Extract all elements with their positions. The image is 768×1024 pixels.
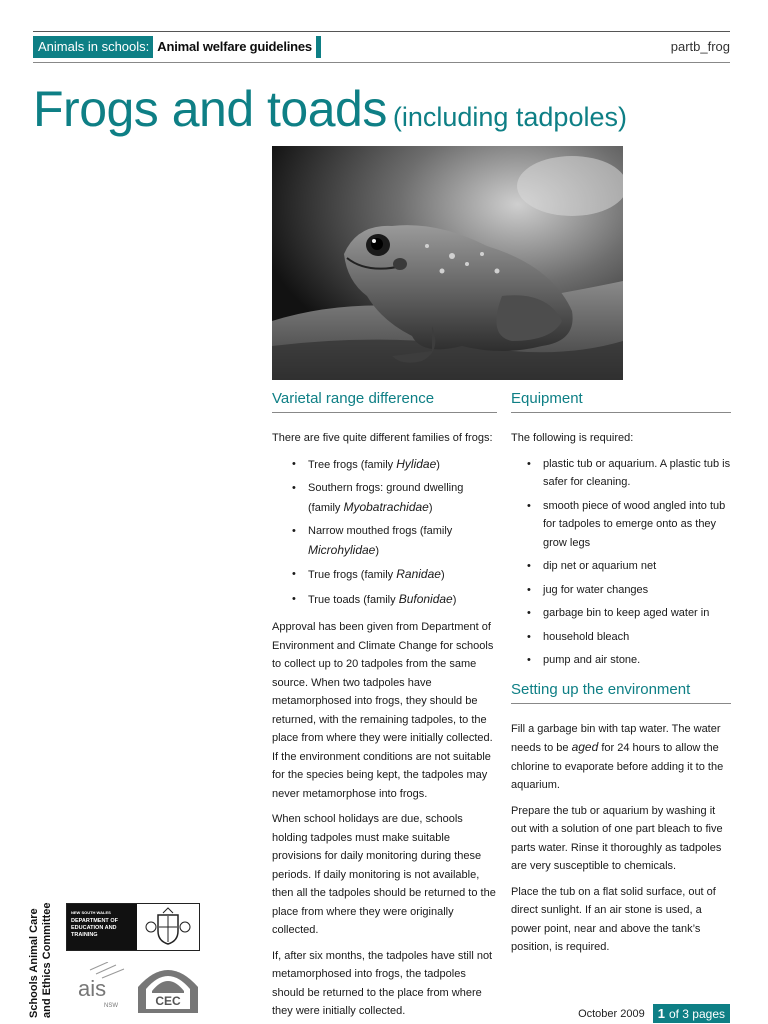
document-header	[33, 36, 730, 60]
paragraph-prepare-tub: Prepare the tub or aquarium by washing it out with a solution of one part bleach to five parts water. Rinse it thoroughly as tadpoles are very susceptible to chemicals.	[511, 804, 723, 872]
paragraph-holidays: When school holidays are due, schools holding tadpoles must make suitable provisions for daily monitoring during these periods. If daily monitoring is not available, then all the tadpoles should be returned to the place from where they were originally collected.	[272, 813, 496, 936]
list-item: • smooth piece of wood angled into tub for tadpoles to emerge onto as they grow legs	[527, 497, 731, 553]
svg-text:ais: ais	[78, 976, 107, 1001]
list-item: • pump and air stone.	[527, 651, 731, 670]
publication-date: October 2009	[578, 1007, 645, 1020]
list-item: • plastic tub or aquarium. A plastic tub is safer for cleaning.	[527, 455, 731, 492]
section-heading-equipment: Equipment	[511, 388, 731, 413]
frog-photo-image	[272, 146, 623, 380]
list-item: • Narrow mouthed frogs (family Microhylidae)	[292, 522, 497, 560]
page-footer	[578, 1004, 730, 1023]
series-tag	[33, 36, 321, 58]
left-column	[272, 388, 497, 1024]
list-item: • jug for water changes	[527, 581, 731, 600]
section-heading-varietal: Varietal range difference	[272, 388, 497, 413]
svg-text:NSW: NSW	[104, 1003, 118, 1009]
title-parenthetical: (including tadpoles)	[392, 102, 627, 132]
families-intro: There are five quite different families of frogs:	[272, 432, 493, 444]
ais-logo	[70, 962, 130, 1012]
list-item: • dip net or aquarium net	[527, 557, 731, 576]
crest-icon	[137, 904, 199, 950]
header-rule	[33, 62, 730, 63]
section-heading-environment: Setting up the environment	[511, 679, 731, 704]
committee-label: Schools Animal Care and Ethics Committee	[28, 902, 53, 1018]
svg-text:CEC: CEC	[155, 994, 181, 1008]
series-subtitle: Animal welfare guidelines	[153, 36, 316, 58]
list-item: • Southern frogs: ground dwelling (family Myobatrachidae)	[292, 479, 497, 517]
series-label: Animals in schools:	[38, 39, 150, 54]
equipment-list	[527, 455, 731, 670]
top-rule	[33, 31, 730, 32]
nsw-department-logo	[66, 903, 200, 951]
equipment-intro: The following is required:	[511, 432, 634, 444]
frog-photo	[272, 146, 623, 380]
list-item: • True toads (family Bufonidae)	[292, 590, 497, 610]
page-title	[33, 80, 627, 138]
list-item: • Tree frogs (family Hylidae)	[292, 455, 497, 475]
cec-logo	[136, 959, 200, 1015]
right-column	[511, 388, 731, 964]
paragraph-approval: Approval has been given from Department of Environment and Climate Change for schools to collect up to 20 tadpoles from the same source. When two tadpoles have metamorphosed into frogs, they should be returned, with the remaining tadpoles, to the place from where they were initially collected. If the environment conditions are not suitable for the species being kept, the tadpoles may never metamorphose into frogs.	[272, 621, 494, 800]
document-code: partb_frog	[670, 39, 730, 54]
list-item: • garbage bin to keep aged water in	[527, 604, 731, 623]
families-list	[292, 455, 497, 610]
list-item: • True frogs (family Ranidae)	[292, 565, 497, 585]
title-main: Frogs and toads	[33, 81, 387, 137]
department-wordmark: NEW SOUTH WALES DEPARTMENT OF EDUCATION AND TRAINING	[67, 904, 137, 950]
list-item: • household bleach	[527, 628, 731, 647]
paragraph-six-months: If, after six months, the tadpoles have still not metamorphosed into frogs, the tadpoles should be returned to the place from where they were initially collected.	[272, 949, 493, 1017]
page-indicator: 1 of 3 pages	[653, 1004, 730, 1023]
paragraph-place-tub: Place the tub on a flat solid surface, out of direct sunlight. If an air stone is used, a power point, near and above the tank’s position, is required.	[511, 885, 716, 953]
paragraph-fill-bin: Fill a garbage bin with tap water. The water needs to be aged for 24 hours to allow the chlorine to evaporate before adding it to the aquarium.	[511, 722, 724, 791]
